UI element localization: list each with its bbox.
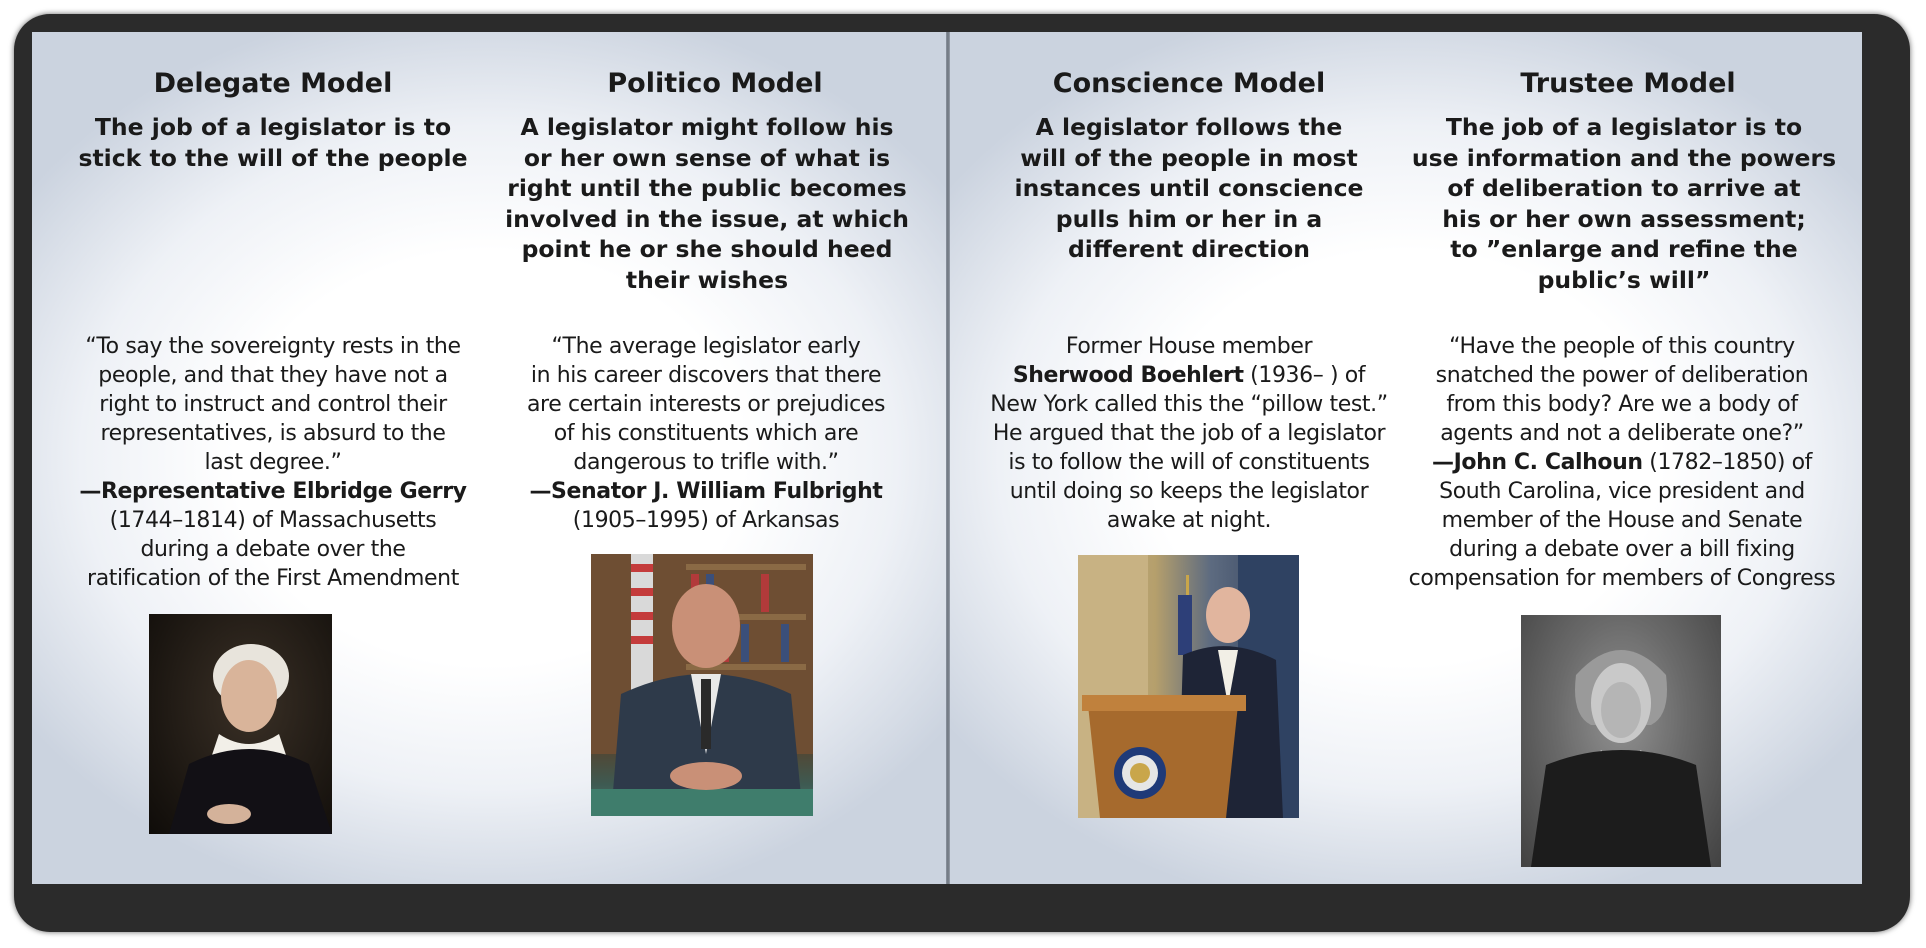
quote-block: [527, 332, 885, 535]
attribution-line: during a debate over the: [140, 537, 406, 562]
calhoun-portrait: [1521, 615, 1721, 867]
quote-line: He argued that the job of a legislator: [992, 421, 1386, 446]
quote-line: agents and not a deliberate one?”: [1440, 421, 1804, 446]
quote-line: dangerous to trifle with.”: [573, 450, 839, 475]
description-line: The job of a legislator is to: [94, 113, 452, 141]
description-line: A legislator follows the: [1035, 113, 1343, 141]
column-description: [1015, 112, 1364, 265]
description-line: his or her own assessment;: [1442, 204, 1806, 233]
quote-line: last degree.”: [204, 450, 342, 475]
attribution-line: compensation for members of Congress: [1408, 566, 1836, 591]
description-line: involved in the issue, at which: [505, 204, 909, 233]
description-line: right until the public becomes: [507, 174, 907, 202]
column-title: Conscience Model: [1052, 68, 1326, 99]
column-title: Delegate Model: [153, 68, 393, 99]
quote-line: are certain interests or prejudices: [526, 392, 886, 417]
quote-line: “Have the people of this country: [1449, 334, 1795, 359]
quote-line: Former House member: [1065, 334, 1313, 359]
attribution-name: —John C. Calhoun: [1431, 450, 1643, 475]
description-line: pulls him or her in a: [1055, 204, 1323, 233]
description-line: stick to the will of the people: [78, 143, 468, 172]
description-line: The job of a legislator is to: [1445, 113, 1803, 141]
description-line: or her own sense of what is: [523, 143, 891, 172]
quote-line: is to follow the will of constituents: [1008, 450, 1370, 475]
column-description: [78, 112, 467, 173]
attribution-name: —Senator J. William Fulbright: [529, 479, 883, 504]
column-description: [1412, 112, 1836, 295]
quote-block: [1409, 332, 1836, 593]
description-line: use information and the powers: [1411, 143, 1837, 172]
quote-line: right to instruct and control their: [99, 392, 447, 417]
attribution-line: ratification of the First Amendment: [87, 566, 459, 591]
attribution-line: member of the House and Senate: [1441, 508, 1803, 533]
description-line: A legislator might follow his: [520, 113, 894, 141]
quote-line: (1936– ) of: [1243, 363, 1366, 388]
description-line: instances until conscience: [1014, 174, 1364, 202]
boehlert-photo: [1078, 555, 1299, 818]
attribution-name: Sherwood Boehlert: [1012, 363, 1244, 388]
description-line: will of the people in most: [1020, 143, 1358, 172]
attribution-name: —Representative Elbridge Gerry: [79, 479, 467, 504]
book-spine: [946, 32, 950, 884]
attribution-line: (1744–1814) of Massachusetts: [109, 508, 437, 533]
quote-line: until doing so keeps the legislator: [1009, 479, 1369, 504]
description-line: point he or she should heed: [521, 235, 893, 263]
quote-line: in his career discovers that there: [530, 363, 882, 388]
quote-line: from this body? Are we a body of: [1446, 392, 1798, 417]
attribution-line: South Carolina, vice president and: [1439, 479, 1805, 504]
description-line: different direction: [1067, 235, 1311, 263]
gerry-portrait: [149, 614, 332, 834]
quote-line: “The average legislator early: [551, 334, 861, 359]
column-title: Trustee Model: [1520, 68, 1736, 99]
quote-line: of his constituents which are: [553, 421, 859, 446]
column-title: Politico Model: [607, 68, 823, 99]
column-description: [505, 112, 909, 295]
quote-block: [79, 332, 466, 593]
quote-line: awake at night.: [1106, 508, 1272, 533]
quote-line: “To say the sovereignty rests in the: [85, 334, 461, 359]
description-line: their wishes: [625, 265, 789, 294]
quote-line: snatched the power of deliberation: [1435, 363, 1809, 388]
description-line: to ”enlarge and refine the: [1450, 235, 1798, 263]
attribution-line: (1905–1995) of Arkansas: [572, 508, 840, 533]
attribution-line: during a debate over a bill fixing: [1449, 537, 1795, 562]
description-line: of deliberation to arrive at: [1447, 174, 1801, 202]
quote-line: people, and that they have not a: [98, 363, 448, 388]
attribution-line: (1782–1850) of: [1642, 450, 1813, 475]
quote-line: New York called this the “pillow test.”: [990, 392, 1388, 417]
quote-block: [990, 332, 1387, 535]
fulbright-photo: [591, 554, 813, 816]
description-line: public’s will”: [1537, 265, 1711, 294]
quote-line: representatives, is absurd to the: [100, 421, 446, 446]
